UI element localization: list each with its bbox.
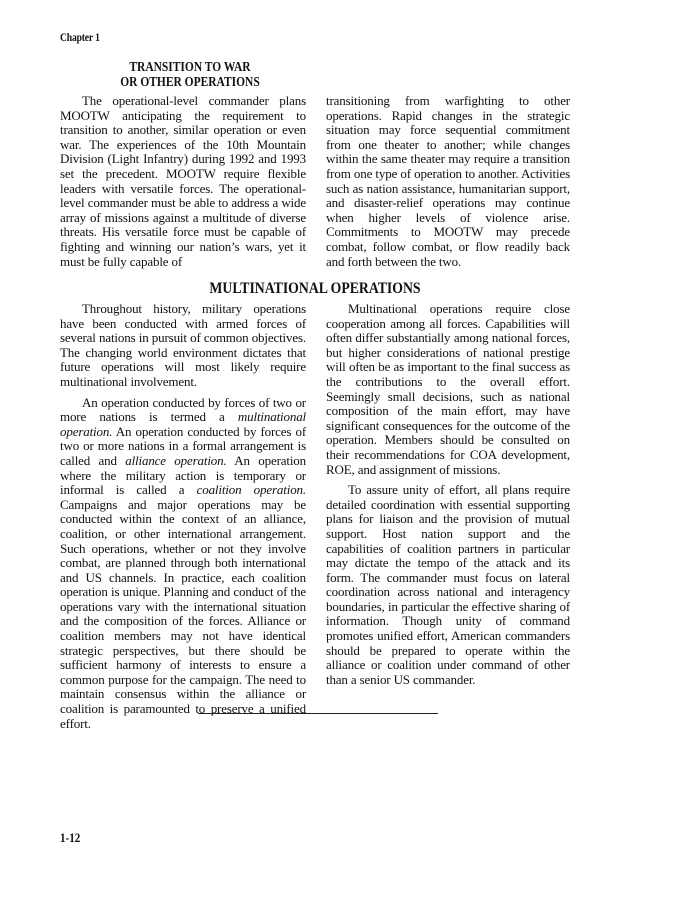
chapter-header: Chapter 1 bbox=[60, 30, 100, 44]
paragraph-text: An operation conducted by forces of two or more nations in a formal arrangement is called and bbox=[60, 423, 306, 468]
paragraph-text: An operation where the military action is temporary or informal is called a bbox=[60, 452, 306, 498]
term-coalition-operation: coalition operation. bbox=[196, 482, 306, 498]
multinational-paragraph-1: Throughout history, military operations have been conducted with armed forces of several nations in pursuit of common objectives. The changing world environment dictates that future operations will most likely require multinational involvement. bbox=[60, 301, 306, 389]
multinational-paragraph-2 bbox=[60, 396, 306, 732]
multinational-paragraph-4: To assure unity of effort, all plans require detailed coordination with essential supporting plans for liaison and the provision of mutual support. Host nation support and the capabilities of coalition partners in particular may dictate the tempo of the attack and its form. The commander must focus on lateral coordination across national and interagency boundaries, in particular the effective sharing of information. Though unity of command promotes unified effort, American commanders should be prepared to operate within the alliance or coalition under command of other than a senior US commander. bbox=[326, 482, 570, 687]
multinational-left-column bbox=[60, 302, 306, 737]
multinational-right-column bbox=[326, 302, 570, 693]
transition-paragraph-right: transitioning from warfighting to other operations. Rapid changes in the strategic situation may force sequential commitment from one theater to another; while changes within the same theater may require a transition from one type of operation to another. Activities such as nation assistance, humanitarian support, and disaster-relief operations may continue when higher levels of violence arise. Commitments to MOOTW may precede combat, follow combat, or flow readily back and forth between the two. bbox=[326, 93, 570, 269]
transition-left-column bbox=[60, 94, 306, 275]
multinational-paragraph-3: Multinational operations require close cooperation among all forces. Capabilities will often differ substantially among national forces, but higher considerations of national prestige will often be as important to the final success as the contributions to the overall effort. Seemingly small decisions, such as national composition of the main effort, may have significant consequences for the outcome of the operation. Members should be consulted on their recommendations for COA development, ROE, and assignment of missions. bbox=[326, 301, 570, 477]
transition-paragraph-left: The operational-level commander plans MOOTW anticipating the requirement to transition to another, similar operation or even war. The experiences of the 10th Mountain Division (Light Infantry) during 1992 and 1993 set the precedent. MOOTW require flexible leaders with versatile forces. The operational-level commander must be able to address a wide array of missions against a multitude of diverse threats. His versatile force must be capable of fighting and winning our nation’s wars, yet it must be fully capable of bbox=[60, 93, 306, 269]
paragraph-text: An operation conducted by forces of two or more nations is termed a bbox=[60, 394, 306, 425]
term-multinational-operation: multinational operation. bbox=[60, 409, 306, 439]
section-title-line-2: OR OTHER OPERATIONS bbox=[120, 75, 260, 90]
term-alliance-operation: alliance operation. bbox=[125, 452, 227, 468]
transition-right-column bbox=[326, 94, 570, 275]
section-title-multinational: MULTINATIONAL OPERATIONS bbox=[209, 280, 421, 297]
page-number: 1-12 bbox=[60, 830, 81, 845]
section-title-line-1: TRANSITION TO WAR bbox=[129, 60, 251, 75]
section-title-transition bbox=[83, 60, 296, 90]
paragraph-text: Campaigns and major operations may be conducted within the context of an alliance, coalition, or other international arrangement. Such operations, whether or not they involve combat, are planned through both international and US channels. In practice, each coalition operation is unique. Planning and conduct of the operations vary with the international situation and the composition of the forces. Alliance or coalition members may not have identical strategic perspectives, but there should be sufficient harmony of interests to ensure a common purpose for the campaign. The need to maintain consensus within the alliance or coalition is paramounted to preserve a unified effort. bbox=[60, 496, 306, 731]
section-divider-rule bbox=[198, 713, 438, 714]
